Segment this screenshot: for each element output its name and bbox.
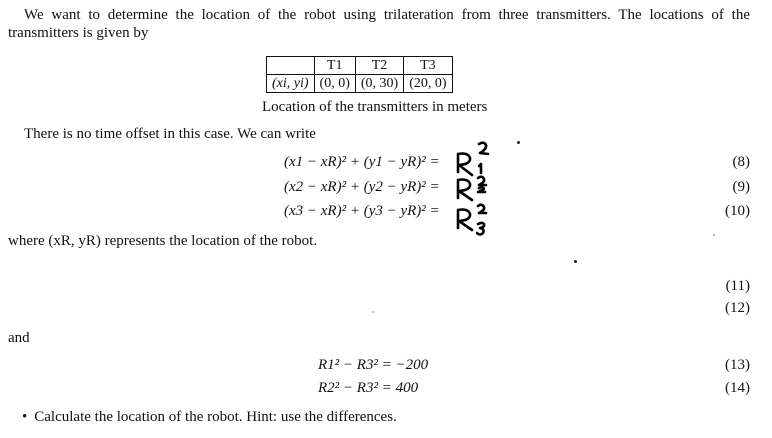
equation-number-8: (8) [732, 154, 750, 170]
handwritten-r-squared-annotations [452, 140, 498, 238]
table-header-t2: T2 [355, 57, 403, 75]
table-header-t3: T3 [404, 57, 452, 75]
table-row [267, 75, 453, 93]
scan-speck [574, 260, 577, 263]
no-offset-text: There is no time offset in this case. We can write [24, 126, 316, 142]
and-text: and [8, 330, 30, 346]
equation-number-11: (11) [725, 278, 750, 294]
table-cell-t1: (0, 0) [314, 75, 355, 93]
table-header-t1: T1 [314, 57, 355, 75]
scan-speck [517, 141, 520, 144]
table-cell-t2: (0, 30) [355, 75, 403, 93]
bullet-dot-icon: • [22, 409, 28, 425]
equation-9: (x2 − xR)² + (y2 − yR)² = [284, 179, 440, 195]
table-row-label: (xi, yi) [267, 75, 315, 93]
table-caption: Location of the transmitters in meters [262, 99, 488, 115]
equation-14: R2² − R3² = 400 [318, 380, 419, 396]
where-text: where (xR, yR) represents the location of the robot. [8, 233, 318, 249]
bullet-text: Calculate the location of the robot. Hint: use the differences. [34, 409, 397, 425]
equation-number-13: (13) [725, 357, 750, 373]
equation-number-12: (12) [725, 300, 750, 316]
table-cell-t3: (20, 0) [404, 75, 452, 93]
equation-number-9: (9) [732, 179, 750, 195]
equation-8: (x1 − xR)² + (y1 − yR)² = [284, 154, 440, 170]
scan-speck [372, 311, 374, 313]
table-corner-cell [267, 57, 315, 75]
transmitter-table [266, 56, 453, 93]
scan-speck [713, 234, 715, 236]
table-header-row [267, 57, 453, 75]
intro-text: We want to determine the location of the robot using trilateration from three transmitters. The locations of the transmitters is given by [8, 7, 750, 41]
equation-number-14: (14) [725, 380, 750, 396]
intro-paragraph [8, 6, 750, 42]
bullet-item [22, 409, 397, 426]
equation-number-10: (10) [725, 203, 750, 219]
equation-10: (x3 − xR)² + (y3 − yR)² = [284, 203, 440, 219]
equation-13: R1² − R3² = −200 [318, 357, 429, 373]
